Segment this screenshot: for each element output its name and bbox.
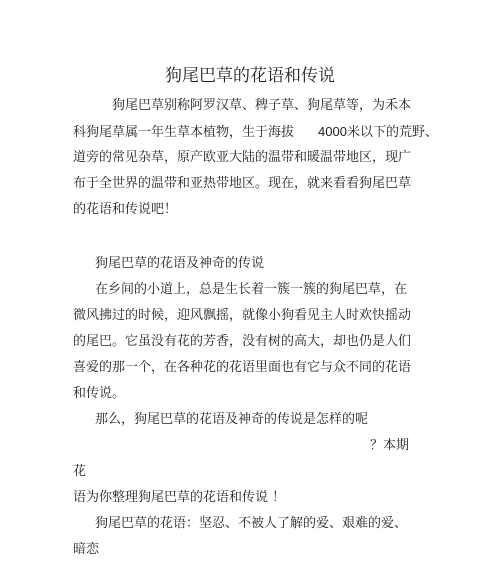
para1-line-4: 喜爱的那一个，在各种花的花语里面也有它与众不同的花语: [73, 360, 412, 375]
para1-line-2: 微风拂过的时候，迎风飘摇，就像小狗看见主人时欢快摇动: [73, 308, 412, 323]
intro-line-2-text-b: 米以下的荒野、: [346, 125, 438, 140]
intro-line-2-text-a: 科狗尾草属一年生草本植物，生于海拔: [73, 125, 295, 140]
para2-line-4: 语为你整理狗尾巴草的花语和传说 ！: [73, 490, 286, 505]
intro-line-3: 道旁的常见杂草，原产欧亚大陆的温带和暖温带地区，现广: [73, 150, 412, 165]
para2-line-2: ？本期: [370, 438, 410, 453]
intro-line-1: 狗尾巴草别称阿罗汉草、稗子草、狗尾草等，为禾本: [112, 98, 412, 113]
section-heading: 狗尾巴草的花语及神奇的传说: [95, 256, 265, 271]
para2-line-1: 那么，狗尾巴草的花语及神奇的传说是怎样的呢: [95, 412, 369, 427]
intro-line-5: 的花语和传说吧！: [73, 202, 178, 217]
para1-line-1: 在乡间的小道上，总是生长着一簇一簇的狗尾巴草，在: [95, 282, 408, 297]
para1-line-3: 的尾巴。它虽没有花的芳香，没有树的高大，却也仍是人们: [73, 334, 412, 349]
intro-line-4: 布于全世界的温带和亚热带地区。现在，就来看看狗尾巴草: [73, 176, 412, 191]
para3-line-1: 狗尾巴草的花语：坚忍、不被人了解的爱、艰难的爱、: [95, 516, 408, 531]
para3-line-2: 暗恋: [73, 542, 100, 557]
para2-line-3: 花: [73, 464, 87, 479]
para1-line-5: 和传说。: [73, 386, 126, 401]
intro-altitude-number: 4000: [318, 124, 347, 139]
document-title: 狗尾巴草的花语和传说: [165, 66, 335, 86]
intro-line-2: [73, 124, 438, 141]
